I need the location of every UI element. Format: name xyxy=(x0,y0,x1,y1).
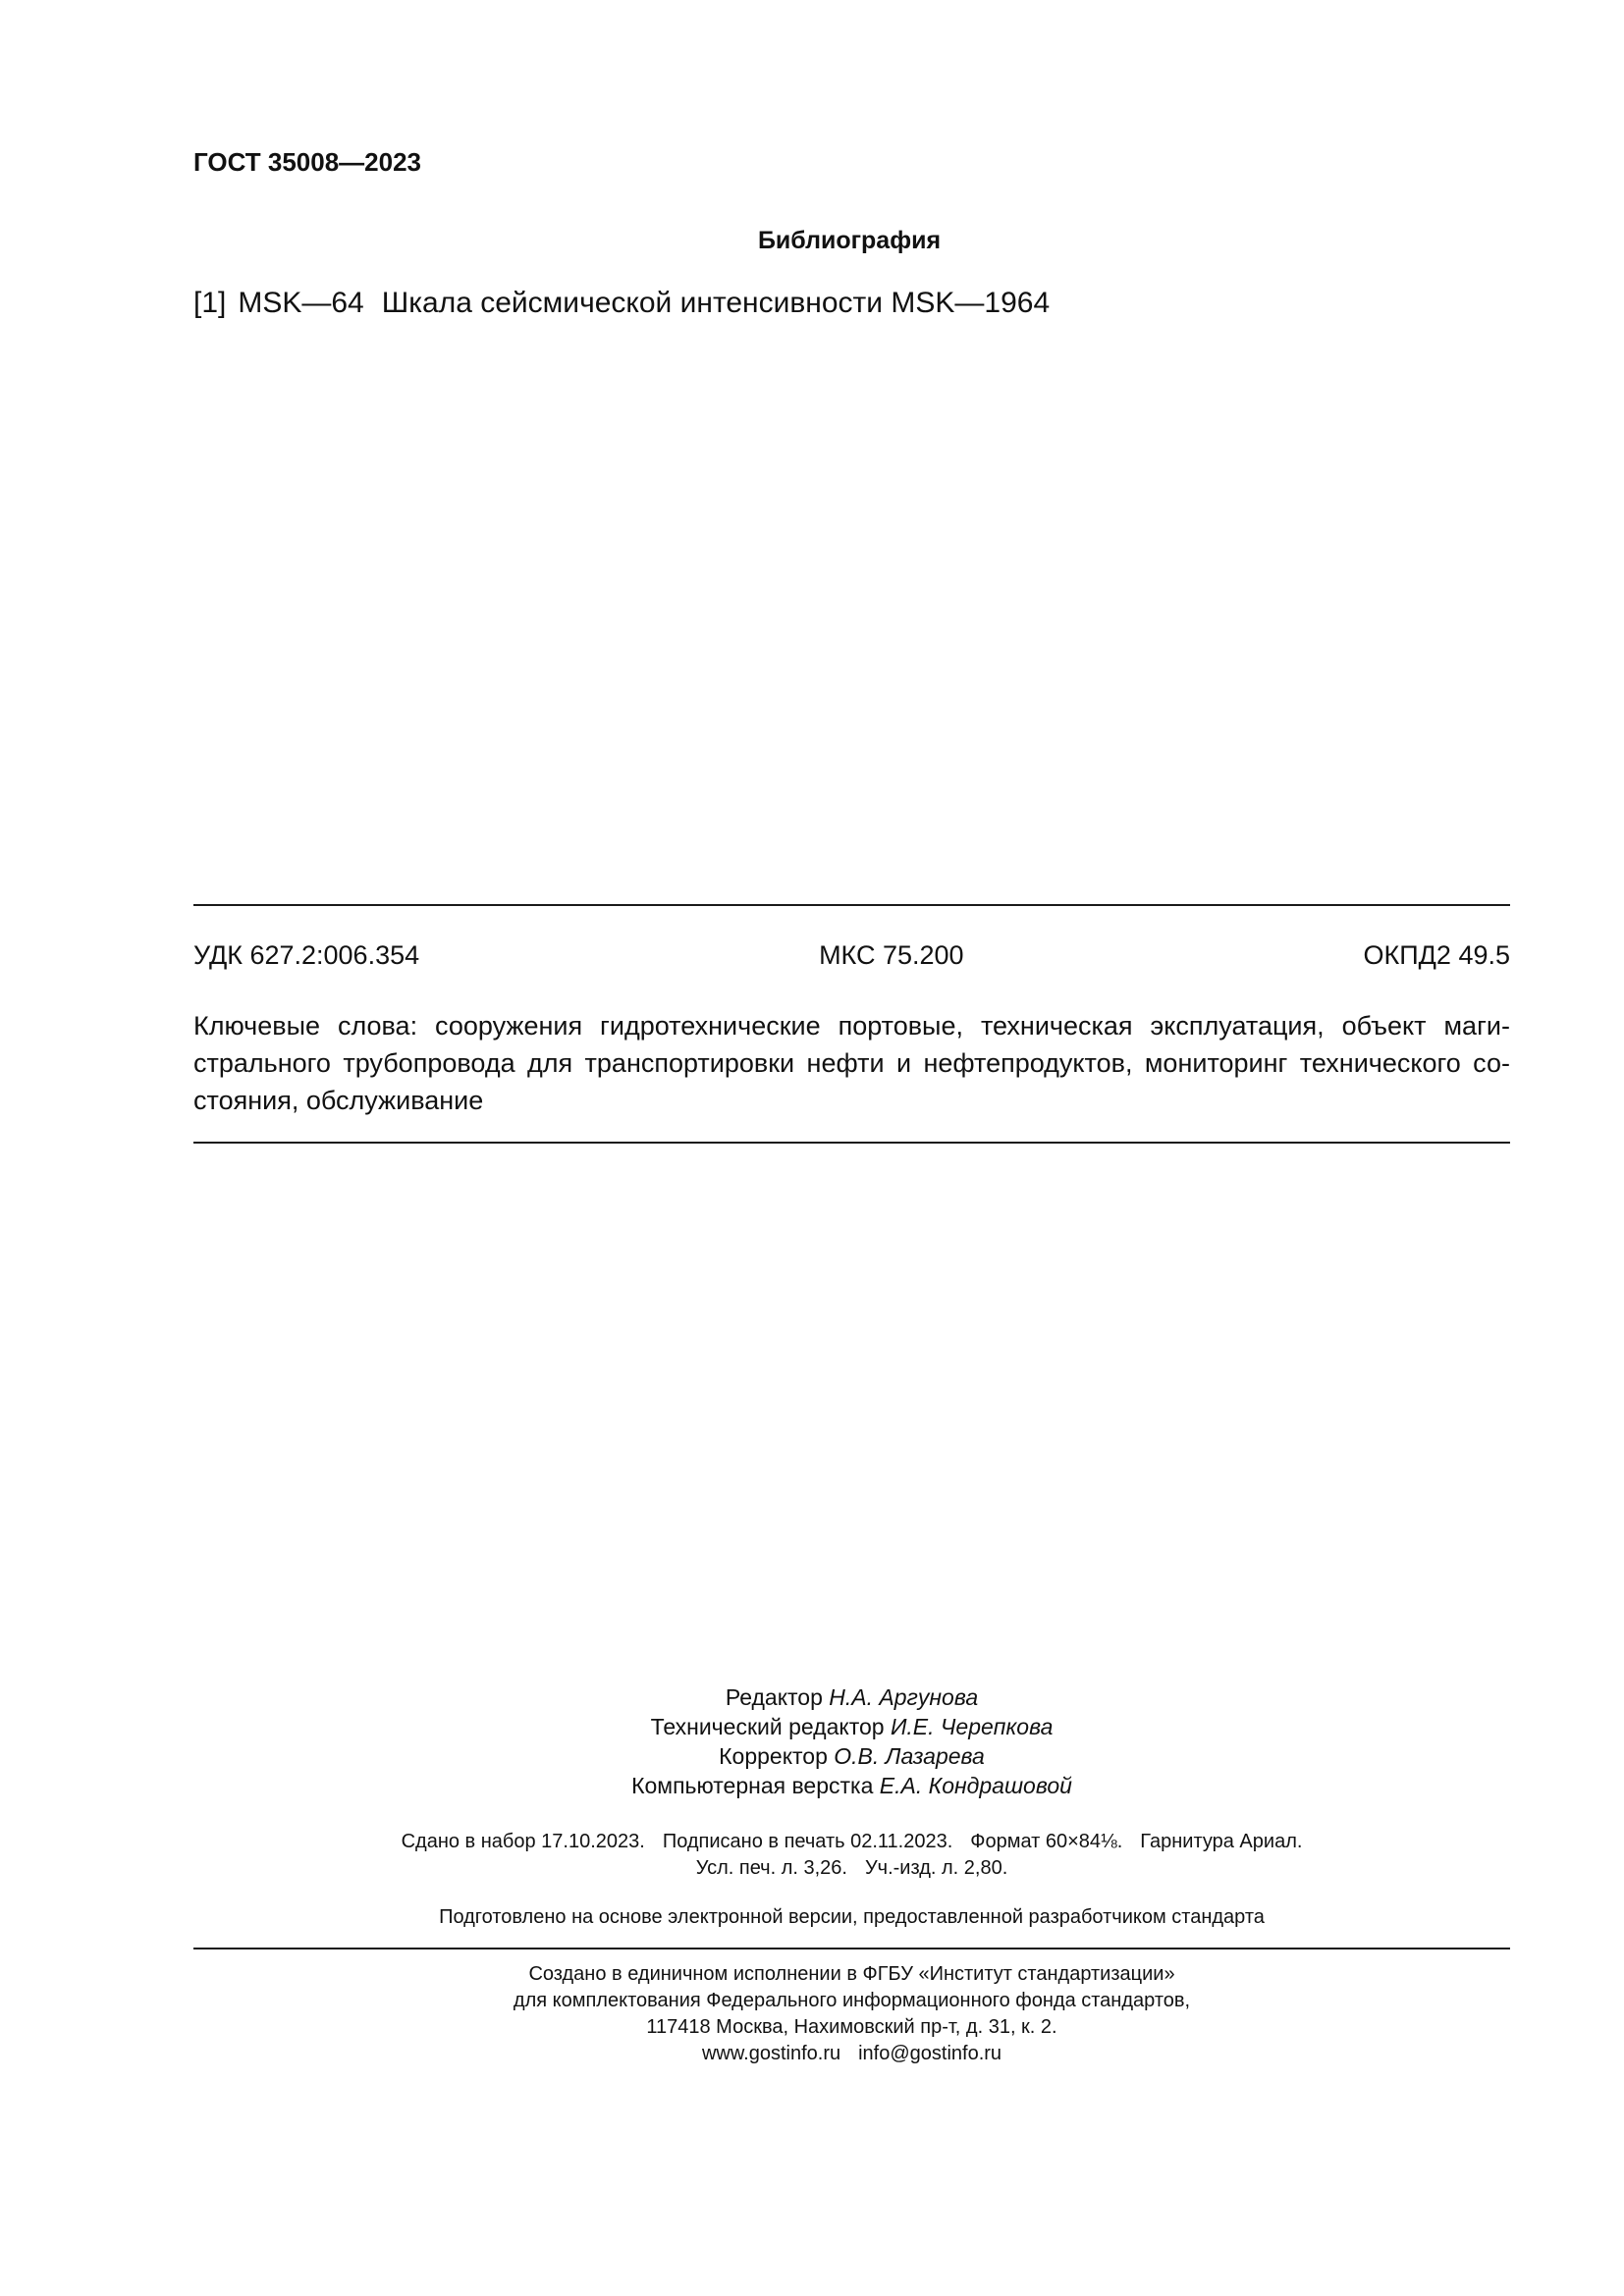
publisher-contacts xyxy=(193,2041,1510,2067)
submitted-date: Сдано в набор 17.10.2023. xyxy=(401,1831,645,1852)
publisher-website[interactable]: www.gostinfo.ru xyxy=(701,2043,841,2064)
publisher-sheets: Уч.-изд. л. 2,80. xyxy=(864,1857,1008,1879)
credit-tech-editor xyxy=(193,1712,1510,1741)
credit-name: Е.А. Кондрашовой xyxy=(879,1773,1072,1798)
credit-role: Компьютерная верстка xyxy=(631,1773,874,1798)
divider-middle xyxy=(193,1142,1510,1144)
publisher-block xyxy=(193,1961,1510,2067)
print-info-line-2 xyxy=(193,1855,1510,1882)
prepared-note: Подготовлено на основе электронной версии, предоставленной разработчиком стандарта xyxy=(439,1906,1265,1928)
credit-corrector xyxy=(193,1741,1510,1771)
okpd-code: ОКПД2 49.5 xyxy=(1363,940,1510,970)
paper-format: Формат 60×84⅛. xyxy=(970,1831,1123,1852)
udk-code: УДК 627.2:006.354 xyxy=(193,940,420,970)
credit-role: Технический редактор xyxy=(650,1714,885,1739)
credit-layout xyxy=(193,1771,1510,1800)
print-sheets: Усл. печ. л. 3,26. xyxy=(695,1857,847,1879)
credit-role: Корректор xyxy=(719,1743,828,1769)
keywords-line: Ключевые слова: сооружения гидротехнические портовые, техническая эксплуатация, объект маги- xyxy=(193,1011,1510,1041)
keywords-line: стрального трубопровода для транспортировки нефти и нефтепродуктов, мониторинг технического со- xyxy=(193,1048,1510,1078)
credit-name: Н.А. Аргунова xyxy=(829,1684,979,1710)
bibliography-entry xyxy=(193,287,1050,320)
mks-code: МКС 75.200 xyxy=(819,940,964,970)
credit-name: И.Е. Черепкова xyxy=(890,1714,1054,1739)
print-info xyxy=(193,1829,1510,1882)
bibliography-title: Библиография xyxy=(757,227,942,254)
signed-date: Подписано в печать 02.11.2023. xyxy=(662,1831,953,1852)
divider-top xyxy=(193,904,1510,906)
publisher-line-2: для комплектования Федерального информационного фонда стандартов, xyxy=(513,1990,1191,2011)
standard-number: ГОСТ 35008—2023 xyxy=(193,147,421,177)
credits-block xyxy=(193,1682,1510,1800)
bibliography-text: Шкала сейсмической интенсивности MSK—1964 xyxy=(381,287,1051,319)
publisher-email[interactable]: info@gostinfo.ru xyxy=(858,2043,1002,2064)
credit-role: Редактор xyxy=(725,1684,823,1710)
print-info-line-1 xyxy=(193,1829,1510,1855)
typeface: Гарнитура Ариал. xyxy=(1140,1831,1303,1852)
bibliography-code: MSK—64 xyxy=(238,287,364,319)
bibliography-ref-number: [1] xyxy=(193,287,227,319)
classification-row xyxy=(193,940,1510,971)
keywords-line: стояния, обслуживание xyxy=(193,1086,484,1115)
publisher-line-1: Создано в единичном исполнении в ФГБУ «Институт стандартизации» xyxy=(528,1963,1175,1985)
divider-bottom xyxy=(193,1948,1510,1949)
credit-name: О.В. Лазарева xyxy=(834,1743,985,1769)
publisher-address: 117418 Москва, Нахимовский пр-т, д. 31, к. 2. xyxy=(646,2016,1057,2038)
keywords-paragraph xyxy=(193,1007,1510,1119)
credit-editor xyxy=(193,1682,1510,1712)
